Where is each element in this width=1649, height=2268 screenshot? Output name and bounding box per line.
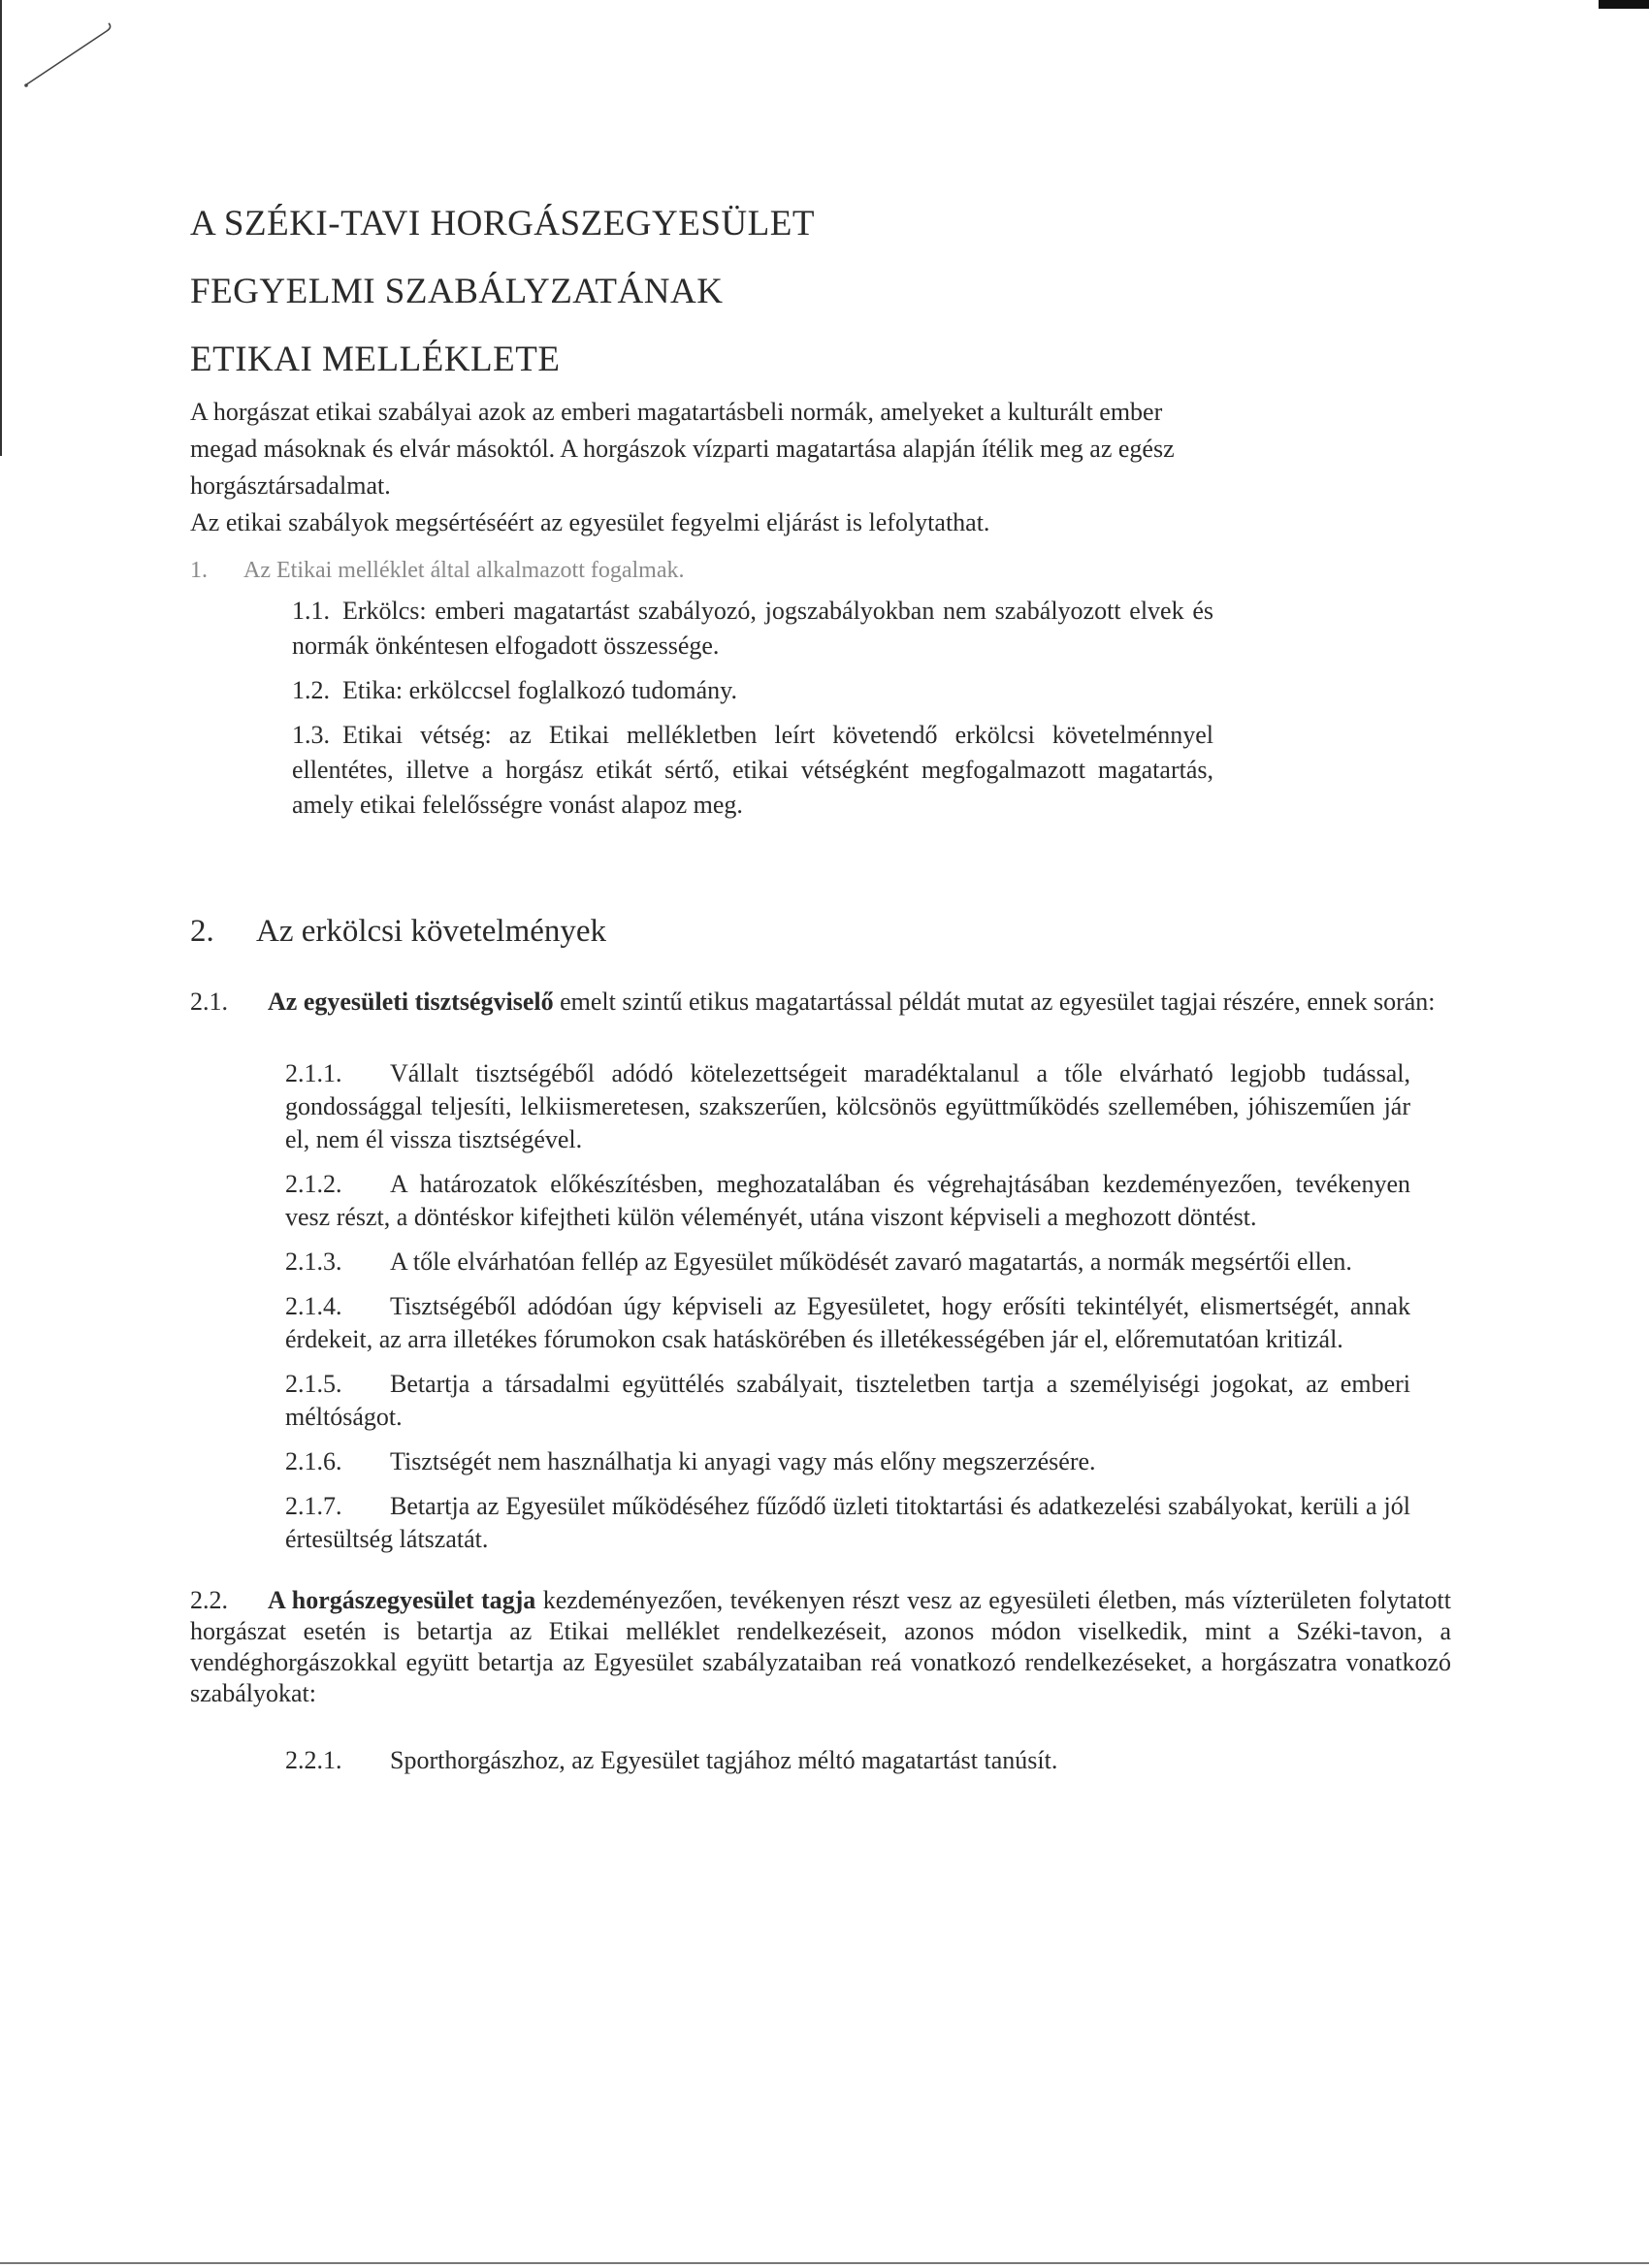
definition-text: Etika: erkölccsel foglalkozó tudomány. [342, 676, 737, 704]
item-text: A határozatok előkészítésben, meghozatalában és végrehajtásában kezdeményezően, tevékenyen vesz részt, a döntéskor kifejtheti külön véleményét, utána viszont képviseli a meghozott döntést. [285, 1170, 1410, 1231]
paragraph-bold-subject: A horgászegyesület tagja [268, 1586, 536, 1614]
item-2-2-1 [285, 1744, 1410, 1777]
item-2-1-4 [285, 1290, 1410, 1356]
intro-paragraph: A horgászat etikai szabályai azok az emberi magatartásbeli normák, amelyeket a kulturált ember megad másoknak és elvár másoktól. A horgászok vízparti magatartása alapján ítélik meg az egész horgásztársadalmat. [190, 398, 1175, 500]
item-number: 2.1.3. [285, 1247, 342, 1276]
item-number: 2.1.5. [285, 1370, 342, 1398]
intro-paragraph-2: Az etikai szabályok megsértéséért az egyesület fegyelmi eljárást is lefolytathat. [190, 508, 990, 536]
paragraph-text: kezdeményezően, tevékenyen részt vesz az egyesületi életben, más vízterületen folytatott horgászat esetén is betartja az Etikai melléklet rendelkezéseit, azonos módon viselkedik, mint a Széki-tavon, a vendéghorgászokkal együtt betartja az Egyesület szabályzataiban reá vonatkozó rendelkezéseket, a horgászatra vonatkozó szabályokat: [190, 1586, 1451, 1707]
paragraph-number: 2.1. [190, 988, 228, 1016]
paragraph-2-2 [190, 1585, 1451, 1709]
section-2-heading [190, 912, 1451, 951]
item-text: Betartja az Egyesület működéséhez fűződő üzleti titoktartási és adatkezelési szabályokat, kerüli a jól értesültség látszatát. [285, 1492, 1410, 1553]
paragraph-text: emelt szintű etikus magatartással példát mutat az egyesület tagjai részére, ennek során: [553, 988, 1436, 1016]
scan-corner-mark [1599, 0, 1649, 9]
section-1-title: Az Etikai melléklet által alkalmazott fogalmak. [243, 558, 685, 583]
item-2-1-2 [285, 1168, 1410, 1234]
paragraph-bold-subject: Az egyesületi tisztségviselő [268, 988, 554, 1016]
item-2-1-1 [285, 1057, 1410, 1156]
section-1-number: 1. [190, 558, 208, 583]
item-2-1-6 [285, 1445, 1410, 1478]
definition-1-1 [292, 594, 1213, 664]
item-text: Sporthorgászhoz, az Egyesület tagjához méltó magatartást tanúsít. [390, 1746, 1058, 1774]
item-2-1-7 [285, 1490, 1410, 1556]
item-number: 2.2.1. [285, 1746, 342, 1774]
section-2-number: 2. [190, 914, 214, 949]
item-text: Betartja a társadalmi együttélés szabályait, tiszteletben tartja a személyiségi jogokat, az emberi méltóságot. [285, 1370, 1410, 1431]
pen-stroke-mark [21, 21, 118, 91]
definition-number: 1.3. [292, 721, 330, 749]
definition-text: Erkölcs: emberi magatartást szabályozó, jogszabályokban nem szabályozott elvek és normák önkéntesen elfogadott összessége. [292, 597, 1213, 660]
definition-1-3 [292, 718, 1213, 823]
item-number: 2.1.7. [285, 1492, 342, 1520]
item-number: 2.1.2. [285, 1170, 342, 1198]
definition-number: 1.2. [292, 676, 330, 704]
section-1-heading [190, 553, 1451, 588]
item-2-1-5 [285, 1368, 1410, 1434]
item-text: Tisztségét nem használhatja ki anyagi vagy más előny megszerzésére. [390, 1447, 1096, 1475]
item-number: 2.1.4. [285, 1292, 342, 1320]
document-page [190, 204, 1451, 1777]
document-title-line-3: ETIKAI MELLÉKLETE [190, 340, 561, 379]
paragraph-number: 2.2. [190, 1586, 228, 1614]
scan-bottom-rule [0, 2262, 1649, 2264]
paragraph-2-1 [190, 986, 1451, 1019]
definition-number: 1.1. [292, 597, 330, 625]
item-text: Vállalt tisztségéből adódó kötelezettségeit maradéktalanul a tőle elvárható legjobb tudással, gondossággal teljesíti, lelkiismeretesen, szakszerűen, kölcsönös együttműködés szellemében, jóhiszeműen jár el, nem él vissza tisztségével. [285, 1059, 1410, 1153]
definition-text: Etikai vétség: az Etikai mellékletben leírt követendő erkölcsi követelménnyel ellentétes, illetve a horgász etikát sértő, etikai vétségként megfogalmazott magatartás, amely etikai felelősségre vonást alapoz meg. [292, 721, 1213, 819]
item-text: Tisztségéből adódóan úgy képviseli az Egyesületet, hogy erősíti tekintélyét, elismertségét, annak érdekeit, az arra illetékes fórumokon csak hatáskörében és illetékességében jár el, előremutatóan kritizál. [285, 1292, 1410, 1353]
document-title-line-1: A SZÉKI-TAVI HORGÁSZEGYESÜLET [190, 204, 815, 243]
document-title-line-2: FEGYELMI SZABÁLYZATÁNAK [190, 272, 724, 311]
item-text: A tőle elvárhatóan fellép az Egyesület működését zavaró magatartás, a normák megsértői ellen. [390, 1247, 1352, 1276]
section-2-title: Az erkölcsi követelmények [256, 914, 607, 949]
item-number: 2.1.1. [285, 1059, 342, 1087]
scan-left-edge-line [0, 0, 2, 456]
item-2-1-3 [285, 1246, 1410, 1279]
definition-1-2 [292, 673, 1213, 708]
item-number: 2.1.6. [285, 1447, 342, 1475]
